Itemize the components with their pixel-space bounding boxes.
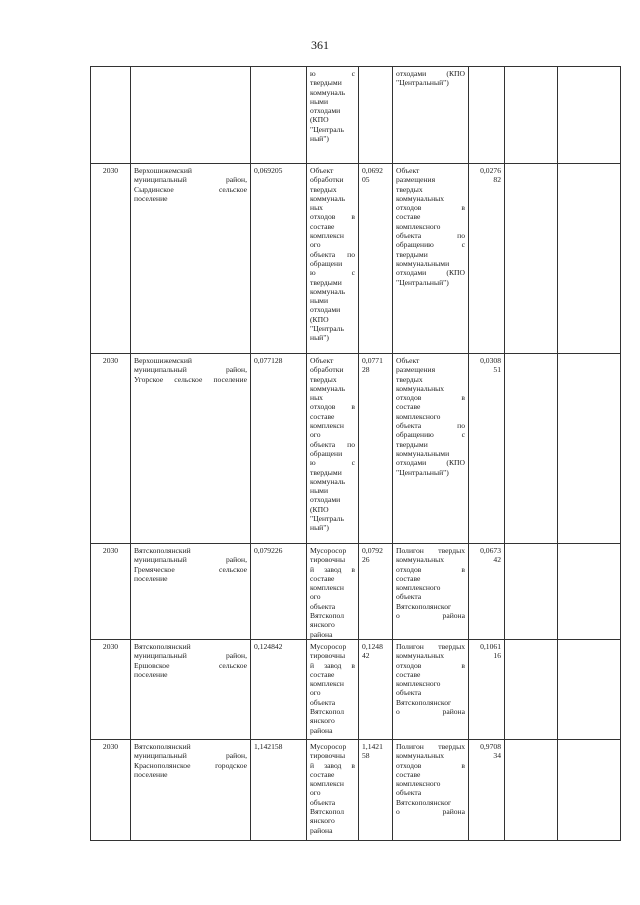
empty-cell [558,67,621,164]
cell-line: коммуналь [310,383,346,393]
cell-line: поселение [134,193,168,203]
cell-line: твердыми [310,78,342,88]
cell-line: 0,0692 [362,166,383,175]
cell-line: района [310,825,333,835]
cell-line: "Центральный") [396,467,449,477]
cell-line: коммунальными [396,258,450,268]
cell-line: твердых [396,374,423,384]
cell-line: ю с [310,69,355,78]
cell-line: комплексн [310,679,344,689]
cell-line: 51 [493,365,501,375]
cell-line: Объект [310,166,334,175]
cell-line: комплексного [396,779,441,789]
cell-line: объекта по [396,421,465,431]
mass-processed-cell [359,164,393,354]
year-cell: 2030 [91,354,131,544]
cell-line: "Централь [310,124,344,134]
cell-line: коммунальных [396,193,445,203]
table-row [91,640,621,740]
mass-generated-cell [251,67,307,164]
cell-line: Сырдинское сельское [134,184,247,194]
cell-line: комплексн [310,421,344,431]
cell-line: составе [396,402,421,412]
cell-line: Ершовское сельское [134,660,247,670]
cell-line: муниципальный район, [134,751,247,761]
cell-line: обращени [310,258,343,268]
cell-line: объекта [396,688,422,698]
mass-processed-cell [359,740,393,841]
cell-line: Вятскополянског [396,797,452,807]
cell-line: комплексн [310,779,344,789]
territory-cell [131,640,251,740]
cell-line: обращению с [396,240,465,250]
empty-cell [558,740,621,841]
cell-line: Вятскопол [310,611,344,621]
cell-line: коммуналь [310,286,346,296]
cell-line: ого [310,688,321,698]
year-cell: 2030 [91,164,131,354]
empty-cell [505,354,558,544]
cell-line: коммуналь [310,87,346,97]
cell-line: коммуналь [310,476,346,486]
cell-line: янского [310,716,335,726]
cell-line: янского [310,816,335,826]
cell-line: обработки [310,365,344,375]
cell-line: 34 [493,751,501,761]
table-row [91,740,621,841]
cell-line: муниципальный район, [134,555,247,565]
cell-line: комплексного [396,221,441,231]
cell-line: Полигон твердых [396,742,465,751]
cell-line: обращению с [396,430,465,440]
disposal-object-cell [393,544,469,640]
cell-line: ный") [310,523,329,533]
cell-line: поселение [134,769,168,779]
cell-line: ю с [310,458,355,468]
cell-line: объекта [310,697,336,707]
cell-line: отходов в [396,564,465,574]
cell-line: отходов в [396,760,465,770]
mass-disposed-cell [469,164,505,354]
cell-line: обращени [310,448,343,458]
cell-line: Объект [310,356,334,365]
cell-line: объекта по [310,249,355,259]
cell-line: 16 [493,651,501,661]
year-cell [91,67,131,164]
cell-line: составе [310,769,335,779]
processing-object-cell [307,354,359,544]
cell-line: муниципальный район, [134,651,247,661]
cell-line: Вятскополянский [134,742,191,751]
cell-line: "Централь [310,514,344,524]
empty-cell [558,164,621,354]
cell-line: составе [396,212,421,222]
cell-line: комплексн [310,583,344,593]
cell-line: твердыми [310,277,342,287]
cell-line: 42 [362,651,370,661]
cell-line: комплексн [310,231,344,241]
cell-line: 0,0792 [362,546,383,555]
empty-cell [505,740,558,841]
cell-line: Вятскопол [310,807,344,817]
processing-object-cell [307,164,359,354]
cell-line: Мусоросор [310,546,347,555]
cell-line: коммунальных [396,751,445,761]
cell-line: (КПО [310,314,329,324]
cell-line: ого [310,592,321,602]
page-number: 361 [311,38,329,52]
cell-line: й завод в [310,564,355,574]
cell-line: отходов в [396,203,465,213]
cell-line: "Центральный") [396,277,449,287]
cell-line: составе [396,669,421,679]
cell-line: отходами (КПО [396,268,465,278]
cell-line: 58 [362,751,370,761]
cell-line: отходами (КПО [396,458,465,468]
cell-line: района [310,629,333,639]
cell-line: о района [396,707,465,717]
year-cell: 2030 [91,640,131,740]
cell-line: ого [310,240,321,250]
cell-line: составе [310,221,335,231]
cell-line: отходов в [396,393,465,403]
cell-line: ого [310,788,321,798]
cell-line: Полигон твердых [396,546,465,555]
cell-line: 26 [362,555,370,565]
cell-line: коммунальных [396,383,445,393]
disposal-object-cell [393,740,469,841]
cell-line: Вятскопол [310,707,344,717]
cell-line: о района [396,807,465,817]
cell-line: Краснополянское городское [134,760,247,770]
table-row [91,354,621,544]
disposal-object-cell [393,354,469,544]
mass-generated-cell: 0,077128 [251,354,307,544]
year-cell: 2030 [91,740,131,841]
cell-line: объекта по [310,439,355,449]
cell-line: коммунальных [396,651,445,661]
cell-line: твердыми [396,249,428,259]
cell-line: "Центральный") [396,78,449,88]
cell-line: отходами [310,495,341,505]
cell-line: составе [310,573,335,583]
cell-line: Вятскополянског [396,601,452,611]
cell-line: 0,1248 [362,642,383,651]
mass-processed-cell [359,67,393,164]
table-row [91,544,621,640]
cell-line: Вятскополянский [134,642,191,651]
cell-line: 0,1061 [480,642,501,651]
mass-disposed-cell [469,67,505,164]
cell-line: ю с [310,268,355,278]
cell-line: ный") [310,333,329,343]
cell-line: твердыми [310,467,342,477]
cell-line: ных [310,393,323,403]
cell-line: 42 [493,555,501,565]
empty-cell [505,640,558,740]
disposal-object-cell [393,640,469,740]
disposal-object-cell [393,67,469,164]
territory-cell [131,67,251,164]
cell-line: ными [310,96,329,106]
cell-line: твердых [310,184,337,194]
cell-line: 1,1421 [362,742,383,751]
empty-cell [505,544,558,640]
cell-line: 82 [493,175,501,185]
cell-line: ных [310,203,323,213]
cell-line: твердыми [396,439,428,449]
cell-line: объекта [396,788,422,798]
cell-line: Угорское сельское поселение [134,374,247,384]
cell-line: Мусоросор [310,642,347,651]
cell-line: Гремяческое сельское [134,564,247,574]
cell-line: Верхошижемский [134,166,192,175]
cell-line: муниципальный район, [134,365,247,375]
cell-line: (КПО [310,115,329,125]
cell-line: 28 [362,365,370,375]
year-cell: 2030 [91,544,131,640]
cell-line: поселение [134,573,168,583]
processing-object-cell [307,544,359,640]
cell-line: тировочны [310,555,346,565]
cell-line: отходами [310,305,341,315]
empty-cell [505,67,558,164]
cell-line: й завод в [310,660,355,670]
cell-line: твердых [396,184,423,194]
cell-line: ный") [310,134,329,144]
cell-line: янского [310,620,335,630]
empty-cell [558,640,621,740]
cell-line: тировочны [310,751,346,761]
territory-cell [131,164,251,354]
cell-line: обработки [310,175,344,185]
cell-line: "Централь [310,324,344,334]
cell-line: района [310,725,333,735]
cell-line: 0,0308 [480,356,501,365]
cell-line: коммуналь [310,193,346,203]
cell-line: й завод в [310,760,355,770]
cell-line: отходами (КПО [396,69,465,78]
cell-line: Мусоросор [310,742,347,751]
mass-processed-cell [359,354,393,544]
cell-line: размещения [396,365,436,375]
cell-line: ого [310,430,321,440]
cell-line: муниципальный район, [134,175,247,185]
processing-object-cell [307,740,359,841]
mass-disposed-cell [469,640,505,740]
cell-line: отходов в [396,660,465,670]
cell-line: Вятскополянский [134,546,191,555]
territory-cell [131,740,251,841]
cell-line: 0,0771 [362,356,383,365]
mass-disposed-cell [469,544,505,640]
cell-line: твердых [310,374,337,384]
mass-generated-cell: 1,142158 [251,740,307,841]
cell-line: комплексного [396,583,441,593]
cell-line: комплексного [396,411,441,421]
empty-cell [558,354,621,544]
mass-disposed-cell [469,740,505,841]
mass-disposed-cell [469,354,505,544]
cell-line: коммунальными [396,448,450,458]
mass-processed-cell [359,640,393,740]
cell-line: объекта [310,797,336,807]
cell-line: Объект [396,166,420,175]
territory-cell [131,354,251,544]
cell-line: коммунальных [396,555,445,565]
cell-line: 0,0673 [480,546,501,555]
cell-line: 05 [362,175,370,185]
territory-cell [131,544,251,640]
processing-object-cell [307,640,359,740]
cell-line: комплексного [396,679,441,689]
mass-generated-cell: 0,124842 [251,640,307,740]
cell-line: тировочны [310,651,346,661]
cell-line: Полигон твердых [396,642,465,651]
cell-line: Объект [396,356,420,365]
table-row [91,67,621,164]
cell-line: объекта [396,592,422,602]
table-row [91,164,621,354]
cell-line: составе [310,411,335,421]
cell-line: ными [310,486,329,496]
cell-line: отходами [310,106,341,116]
cell-line: 0,9708 [480,742,501,751]
cell-line: 0,0276 [480,166,501,175]
cell-line: Вятскополянског [396,697,452,707]
empty-cell [505,164,558,354]
waste-flow-table [90,66,621,841]
cell-line: (КПО [310,504,329,514]
mass-processed-cell [359,544,393,640]
cell-line: ными [310,296,329,306]
empty-cell [558,544,621,640]
cell-line: составе [396,769,421,779]
cell-line: объекта [310,601,336,611]
cell-line: отходов в [310,402,355,412]
mass-generated-cell: 0,079226 [251,544,307,640]
cell-line: о района [396,611,465,621]
mass-generated-cell: 0,069205 [251,164,307,354]
processing-object-cell [307,67,359,164]
disposal-object-cell [393,164,469,354]
cell-line: поселение [134,669,168,679]
cell-line: составе [396,573,421,583]
cell-line: отходов в [310,212,355,222]
cell-line: объекта по [396,231,465,241]
cell-line: составе [310,669,335,679]
cell-line: Верхошижемский [134,356,192,365]
cell-line: размещения [396,175,436,185]
